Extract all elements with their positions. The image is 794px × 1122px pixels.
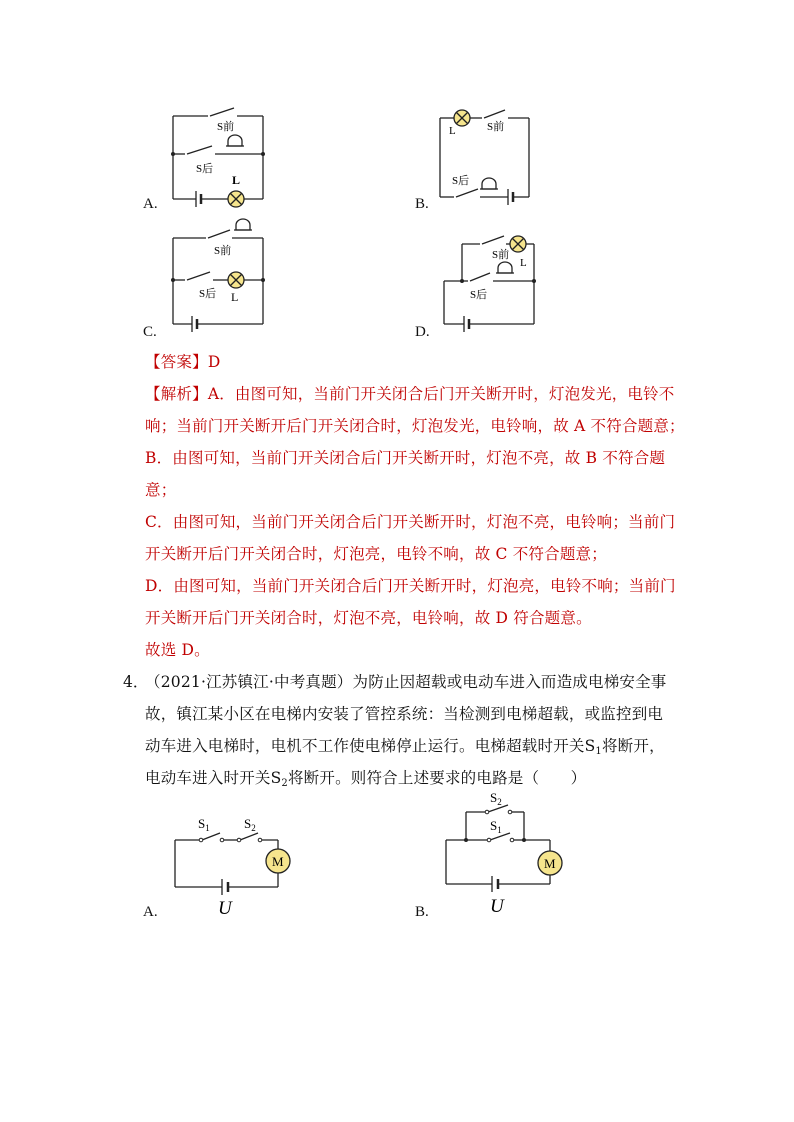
motor-icon (538, 851, 562, 875)
answer-line (145, 352, 220, 372)
lamp-label: L (520, 257, 527, 269)
q4-circuit-diagram-a (170, 812, 300, 922)
switch-s1-label: $S_1$ (490, 818, 502, 835)
question4-line-1: （2021·江苏镇江·中考真题）为防止因超载或电动车进入而造成电梯安全事 (145, 673, 667, 691)
question4-line-2: 故，镇江某小区在电梯内安装了管控系统：当检测到电梯超载，或监控到电 (145, 705, 664, 723)
analysis-line-7: D．由图可知，当前门开关闭合后门开关断开时，灯泡亮，电铃不响；当前门 (145, 577, 676, 595)
switch-s2-label: $S_2$ (490, 790, 502, 807)
voltage-label: U (218, 898, 232, 919)
switch-front-label: S前 (492, 249, 510, 261)
switch-back-label: S后 (452, 175, 470, 187)
question-number: 4． (123, 673, 149, 691)
question4-line-3-tail: 将断开， (601, 737, 665, 755)
switch-front-label: S前 (487, 121, 505, 133)
junction-dot (464, 838, 468, 842)
question4-line-4-tail: 将断开。则符合上述要求的电路是（ ） (287, 769, 587, 787)
switch-back-label: S后 (470, 289, 488, 301)
motor-icon (266, 849, 290, 873)
junction-dot (522, 838, 526, 842)
answer-value: D (207, 353, 221, 371)
analysis-line-1 (145, 384, 675, 404)
junction-dot (261, 278, 265, 282)
circuit-diagram-d (432, 226, 552, 338)
lamp-icon (454, 110, 470, 126)
question4-line-3-text: 动车进入电梯时，电机不工作使电梯停止运行。电梯超载时开关S (145, 737, 596, 755)
switch-back-label: S后 (199, 288, 217, 300)
motor-label: M (544, 856, 556, 871)
junction-dot (532, 279, 536, 283)
junction-dot (171, 278, 175, 282)
motor-label: M (272, 854, 284, 869)
lamp-label: L (231, 290, 239, 304)
junction-dot (261, 152, 265, 156)
lamp-label: L (232, 173, 241, 187)
analysis-line-3: B．由图可知，当前门开关闭合后门开关断开时，灯泡不亮，故 B 不符合题 (145, 449, 666, 467)
switch-s1-subscript: 1 (595, 746, 602, 757)
q4-option-b-label: B. (415, 904, 429, 920)
switch-s1-label: $S_1$ (198, 816, 210, 833)
switch-back-label: S后 (196, 163, 214, 175)
option-a-label: A. (143, 196, 158, 212)
junction-dot (171, 152, 175, 156)
question4-line-4-text: 电动车进入时开关S (145, 769, 282, 787)
switch-s2-label: $S_2$ (244, 816, 256, 833)
circuit-diagram-b (432, 100, 552, 215)
junction-dot (460, 279, 464, 283)
analysis-line-6: 开关断开后门开关闭合时，灯泡亮，电铃不响，故 C 不符合题意； (145, 545, 607, 563)
circuit-diagram-c (160, 224, 280, 339)
question4-line-3 (145, 736, 665, 762)
lamp-icon (510, 236, 526, 252)
analysis-conclusion: 故选 D。 (145, 641, 210, 659)
analysis-line-8: 开关断开后门开关闭合时，灯泡不亮，电铃响，故 D 符合题意。 (145, 609, 592, 627)
analysis-bracket-label: 【解析】 (145, 385, 208, 403)
analysis-text-1: A．由图可知，当前门开关闭合后门开关断开时，灯泡发光，电铃不 (207, 385, 675, 403)
switch-front-label: S前 (214, 245, 232, 257)
option-c-label: C. (143, 324, 157, 340)
answer-bracket-label: 【答案】 (145, 353, 208, 371)
analysis-line-2: 响；当前门开关断开后门开关闭合时，灯泡发光，电铃响，故 A 不符合题意； (145, 417, 685, 435)
lamp-icon (228, 191, 244, 207)
q4-circuit-diagram-b (440, 790, 570, 920)
switch-front-label: S前 (217, 121, 235, 133)
option-b-label: B. (415, 196, 429, 212)
analysis-line-5: C．由图可知，当前门开关闭合后门开关断开时，灯泡不亮，电铃响；当前门 (145, 513, 676, 531)
option-d-label: D. (415, 324, 430, 340)
q4-option-a-label: A. (143, 904, 158, 920)
lamp-label: L (449, 125, 456, 137)
circuit-diagram-a (160, 100, 280, 215)
switch-s2-subscript: 2 (281, 778, 288, 789)
analysis-line-4: 意； (145, 481, 177, 499)
voltage-label: U (490, 896, 504, 917)
lamp-icon (228, 272, 244, 288)
